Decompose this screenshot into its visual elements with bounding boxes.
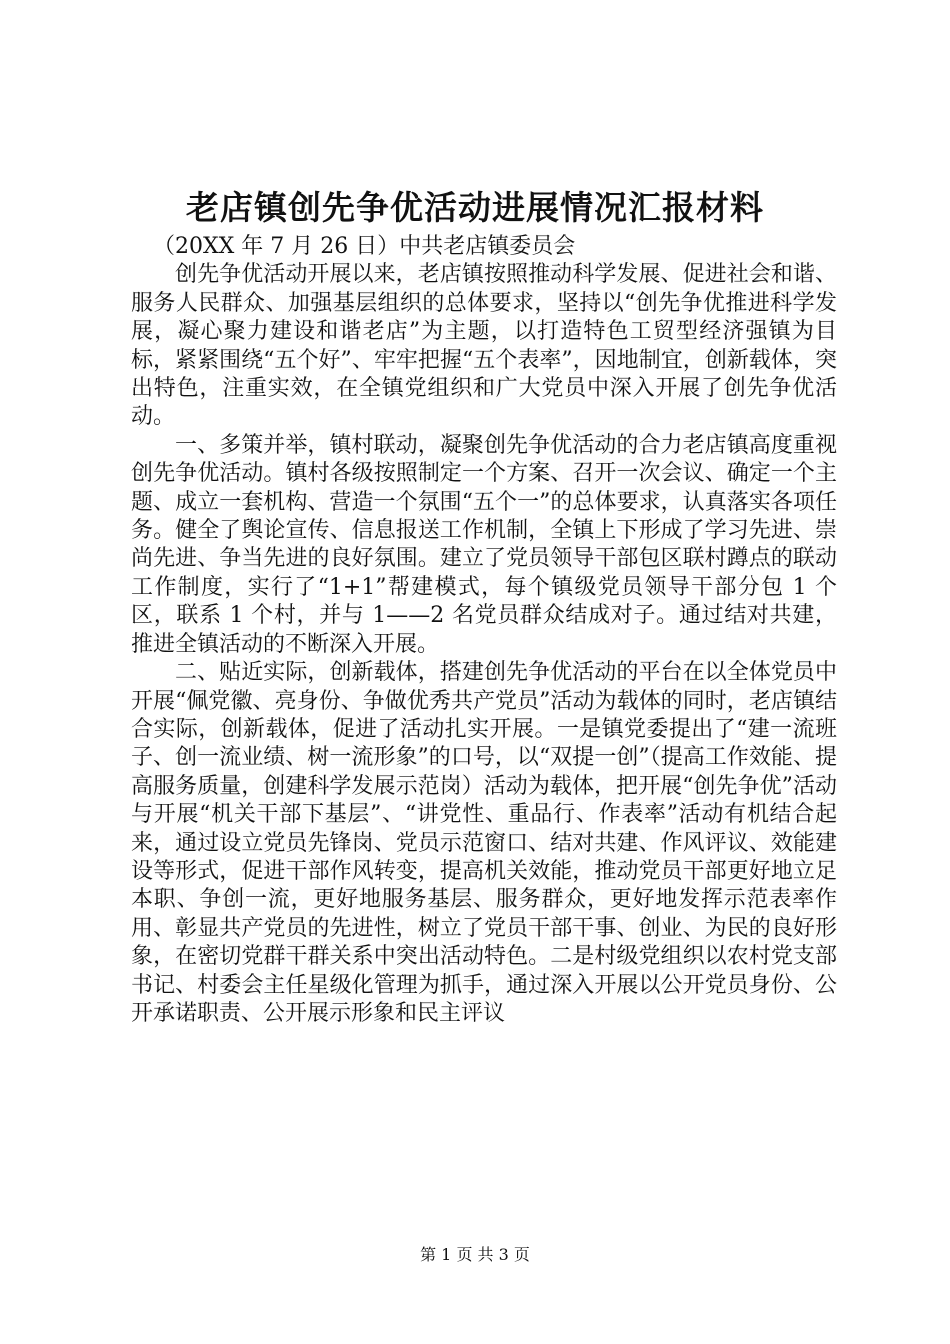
document-body xyxy=(131,233,837,1028)
paragraph-intro: 创先争优活动开展以来，老店镇按照推动科学发展、促进社会和谐、服务人民群众、加强基层组织的总体要求，坚持以“创先争优推进科学发展，凝心聚力建设和谐老店”为主题，以打造特色工贸型经济强镇为目标，紧紧围绕“五个好”、牢牢把握“五个表率”，因地制宜，创新载体，突出特色，注重实效，在全镇党组织和广大党员中深入开展了创先争优活动。 xyxy=(131,262,837,430)
page-number-footer: 第 1 页 共 3 页 xyxy=(420,1245,530,1264)
paragraph-section-2: 二、贴近实际，创新载体，搭建创先争优活动的平台在以全体党员中开展“佩党徽、亮身份、争做优秀共产党员”活动为载体的同时，老店镇结合实际，创新载体，促进了活动扎实开展。一是镇党委提出了“建一流班子、创一流业绩、树一流形象”的口号，以“双提一创”（提高工作效能、提高服务质量，创建科学发展示范岗）活动为载体，把开展“创先争优”活动与开展“机关干部下基层”、“讲党性、重品行、作表率”活动有机结合起来，通过设立党员先锋岗、党员示范窗口、结对共建、作风评议、效能建设等形式，促进干部作风转变，提高机关效能，推动党员干部更好地立足本职、争创一流，更好地服务基层、服务群众，更好地发挥示范表率作用、彰显共产党员的先进性，树立了党员干部干事、创业、为民的良好形象，在密切党群干群关系中突出活动特色。二是村级党组织以农村党支部书记、村委会主任星级化管理为抓手，通过深入开展以公开党员身份、公开承诺职责、公开展示形象和民主评议 xyxy=(131,660,837,1026)
paragraph-section-1: 一、多策并举，镇村联动，凝聚创先争优活动的合力老店镇高度重视创先争优活动。镇村各级按照制定一个方案、召开一次会议、确定一个主题、成立一套机构、营造一个氛围“五个一”的总体要求，认真落实各项任务。健全了舆论宣传、信息报送工作机制，全镇上下形成了学习先进、崇尚先进、争当先进的良好氛围。建立了党员领导干部包区联村蹲点的联动工作制度，实行了“1+1”帮建模式，每个镇级党员领导干部分包 1 个区，联系 1 个村，并与 1——2 名党员群众结成对子。通过结对共建，推进全镇活动的不断深入开展。 xyxy=(131,432,837,657)
dateline: （20XX 年 7 月 26 日）中共老店镇委员会 xyxy=(153,234,576,259)
document-title: 老店镇创先争优活动进展情况汇报材料 xyxy=(186,188,764,227)
